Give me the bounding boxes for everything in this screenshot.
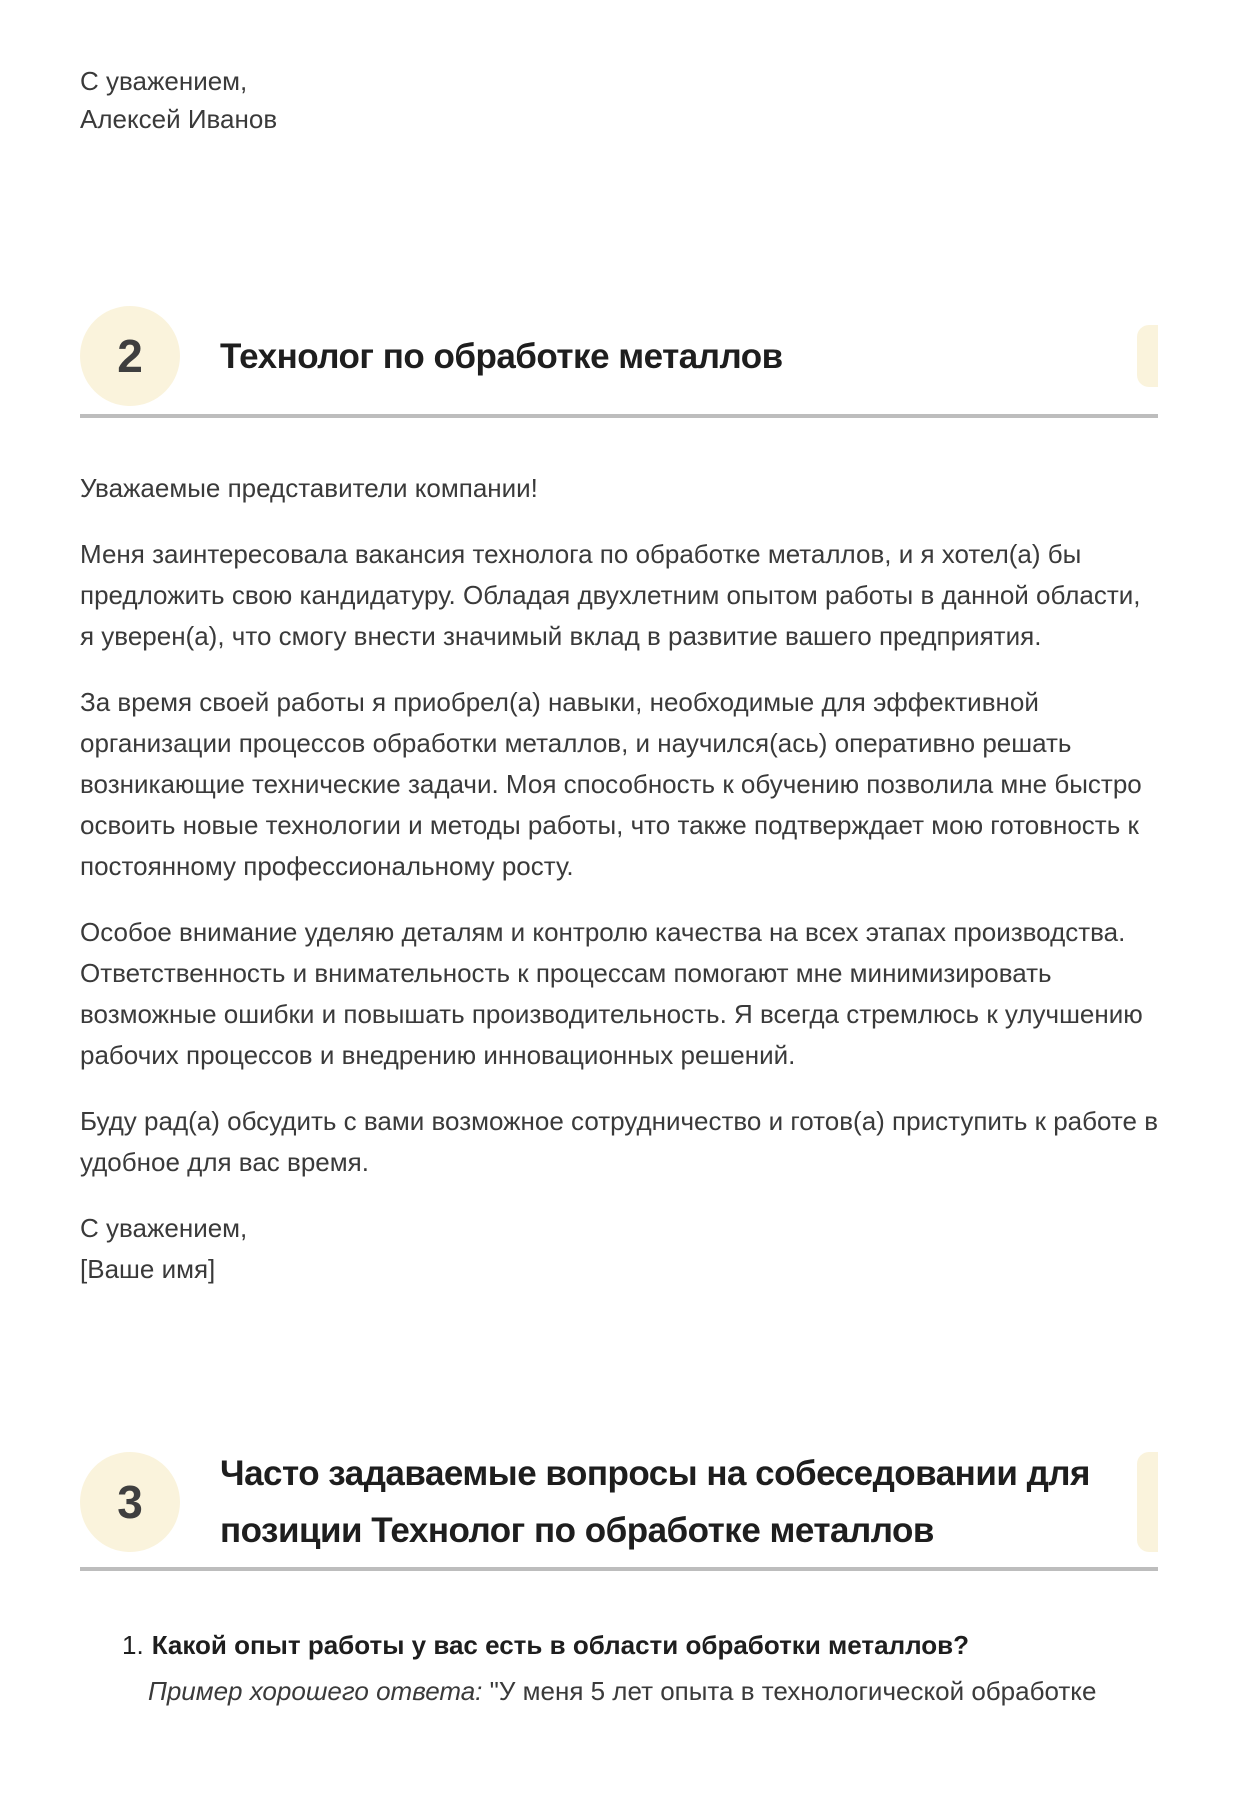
section-2-header — [80, 306, 1158, 406]
letter-paragraph: За время своей работы я приобрел(а) навыки, необходимые для эффективной организации процессов обработки металлов, и научился(ась) оперативно решать возникающие технические задачи. Моя способность к обучению позволила мне быстро освоить новые технологии и методы работы, что также подтверждает мою готовность к постоянному профессиональному росту. — [80, 687, 1142, 881]
document-page — [0, 62, 1239, 1713]
section-title-line-1: Часто задаваемые вопросы на собеседовании для — [220, 1454, 1090, 1493]
section-3-header — [80, 1445, 1158, 1559]
section-title-text: Технолог по обработке металлов — [220, 336, 783, 376]
section-divider — [80, 1567, 1158, 1571]
section-number: 2 — [117, 330, 143, 382]
section-number-badge — [80, 1452, 180, 1552]
decorative-right-accent — [1137, 1452, 1158, 1552]
previous-letter-signature — [80, 62, 1158, 138]
cover-letter-body — [80, 468, 1158, 1290]
decorative-right-accent — [1137, 325, 1158, 387]
signature-closing: С уважением, — [80, 1213, 248, 1243]
section-title-line-2: позиции Технолог по обработке металлов — [220, 1511, 934, 1550]
faq-answer-text: "У меня 5 лет опыта в технологической обработке — [489, 1676, 1097, 1706]
letter-paragraph: Буду рад(а) обсудить с вами возможное сотрудничество и готов(а) приступить к работе в удобное для вас время. — [80, 1106, 1159, 1177]
faq-answer-label: Пример хорошего ответа: — [148, 1676, 483, 1706]
signature-name: Алексей Иванов — [80, 104, 278, 134]
letter-paragraph: Уважаемые представители компании! — [80, 473, 538, 503]
signature-closing: С уважением, — [80, 66, 248, 96]
faq-item-number: 1. — [122, 1630, 144, 1660]
section-number-badge — [80, 306, 180, 406]
section-2-title — [220, 328, 783, 385]
letter-paragraph: Меня заинтересовала вакансия технолога по обработке металлов, и я хотел(а) бы предложить свою кандидатуру. Обладая двухлетним опытом работы в данной области, я уверен(а), что смогу внести значимый вклад в развитие вашего предприятия. — [80, 539, 1141, 651]
section-number: 3 — [117, 1476, 143, 1528]
section-divider — [80, 414, 1158, 418]
faq-answer — [148, 1669, 1158, 1713]
section-3-title — [220, 1445, 1090, 1559]
faq-list — [80, 1623, 1158, 1713]
letter-paragraph: Особое внимание уделяю деталям и контролю качества на всех этапах производства. Ответственность и внимательность к процессам помогают мне минимизировать возможные ошибки и повышать производительность. Я всегда стремлюсь к улучшению рабочих процессов и внедрению инновационных решений. — [80, 917, 1143, 1070]
faq-question-row — [122, 1623, 1158, 1667]
faq-question: Какой опыт работы у вас есть в области обработки металлов? — [151, 1630, 970, 1660]
faq-item — [80, 1623, 1158, 1713]
signature-name-placeholder: [Ваше имя] — [80, 1254, 216, 1284]
letter-signature — [80, 1208, 1158, 1290]
